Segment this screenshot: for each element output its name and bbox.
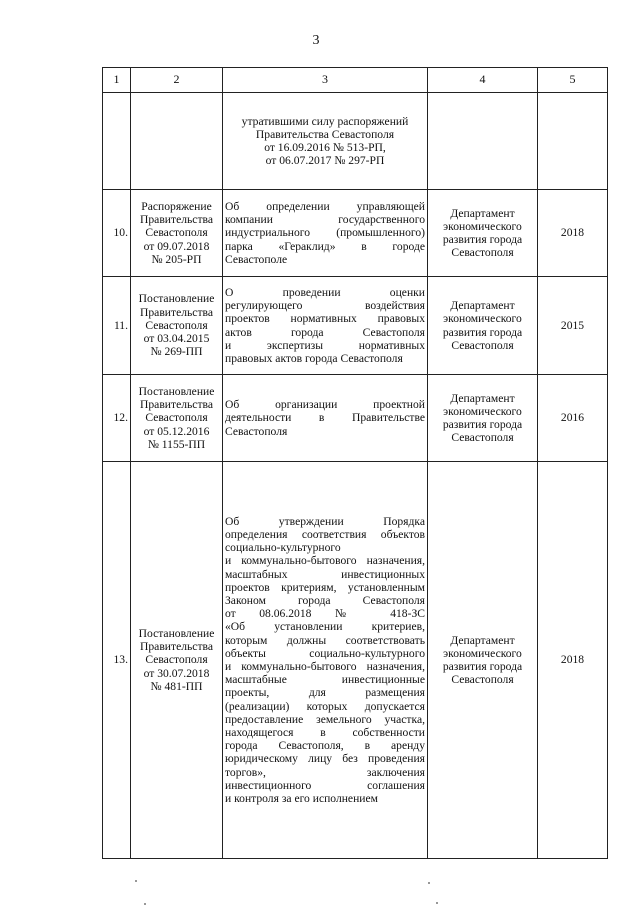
subject-line: торгов», заключения (225, 765, 425, 779)
year: 2018 (538, 462, 608, 859)
document-reference (131, 462, 223, 859)
document-reference-line: Постановление (138, 626, 215, 640)
department-line: экономического (443, 312, 522, 326)
document-reference-line: Правительства (140, 640, 213, 654)
subject-line: индустриального (промышленного) (225, 226, 425, 240)
row-number: 12. (103, 375, 131, 462)
responsible-department (428, 277, 538, 375)
year: 2015 (538, 277, 608, 375)
subject-line: города Севастополя, в аренду (225, 739, 425, 753)
table-row (103, 462, 608, 859)
subject-line: и коммунально-бытового назначения, (225, 554, 425, 568)
department-line: Департамент (450, 299, 515, 313)
subject-line: утратившими силу распоряжений (241, 114, 409, 128)
column-header: 5 (538, 68, 608, 93)
scan-speck (135, 880, 137, 882)
document-reference-line: Правительства (140, 305, 213, 319)
subject-line: Правительства Севастополя (255, 127, 395, 141)
responsible-department (428, 190, 538, 277)
scan-speck (428, 882, 430, 884)
document-reference-line: от 03.04.2015 (143, 332, 210, 346)
department-line: Департамент (450, 391, 515, 405)
subject-line: объекты социально-культурного (225, 646, 425, 660)
table-row (103, 190, 608, 277)
subject-line: и коммунально-бытового назначения, (225, 660, 425, 673)
document-reference-line: Правительства (140, 213, 213, 227)
subject-line: проектов нормативных правовых (225, 312, 425, 326)
document-reference-line: от 30.07.2018 (143, 666, 210, 680)
column-header: 4 (428, 68, 538, 93)
responsible-department (428, 375, 538, 462)
subject-line: инвестиционного соглашения (225, 778, 425, 792)
row-number: 10. (103, 190, 131, 277)
subject-line: предоставление земельного участка, (225, 712, 425, 726)
subject-line: масштабных инвестиционных (225, 567, 425, 581)
document-subject (223, 277, 428, 375)
subject-line: (реализации) которых допускается (225, 699, 425, 713)
row-number (103, 93, 131, 190)
document-reference-line: Правительства (140, 398, 213, 412)
document-table (102, 67, 608, 859)
subject-line: Севастополе (225, 252, 288, 266)
document-subject (223, 462, 428, 859)
row-number: 13. (103, 462, 131, 859)
document-subject (223, 93, 428, 190)
subject-line: регулирующего воздействия (225, 299, 425, 313)
year (538, 93, 608, 190)
department-line: экономического (443, 646, 522, 660)
scan-speck (436, 902, 438, 904)
department-line: развития города (442, 325, 523, 339)
subject-line: и экспертизы нормативных (225, 338, 425, 352)
subject-line: Об организации проектной (225, 398, 425, 412)
department-line: Севастополя (451, 673, 514, 687)
department-line: развития города (442, 418, 523, 431)
responsible-department (428, 93, 538, 190)
subject-line: компании государственного (225, 213, 425, 227)
column-header: 3 (223, 68, 428, 93)
subject-line: О проведении оценки (225, 285, 425, 299)
document-reference (131, 93, 223, 190)
department-line: Департамент (450, 633, 515, 647)
subject-line: «Об установлении критериев, (225, 620, 425, 634)
subject-line: проекты, для размещения (225, 686, 425, 700)
table-row (103, 277, 608, 375)
department-line: Департамент (450, 206, 515, 220)
year: 2018 (538, 190, 608, 277)
document-reference-line: Распоряжение (141, 199, 212, 213)
document-reference-line: Севастополя (145, 653, 208, 667)
document-reference-line: от 05.12.2016 (143, 424, 210, 438)
document-reference-line: № 1155-ПП (147, 437, 206, 451)
document-reference (131, 375, 223, 462)
department-line: Севастополя (451, 338, 514, 352)
department-line: экономического (443, 404, 522, 418)
department-line: Севастополя (451, 431, 514, 445)
document-reference-line: Постановление (138, 292, 215, 306)
subject-line: правовых актов города Севастополя (225, 351, 403, 365)
subject-line: юридическому лицу без проведения (225, 752, 425, 766)
subject-line: Об определении управляющей (225, 199, 425, 213)
table-row (103, 93, 608, 190)
subject-line: и контроля за его исполнением (225, 792, 378, 806)
document-reference-line: Севастополя (145, 318, 208, 332)
column-header: 1 (103, 68, 131, 93)
subject-line: деятельности в Правительстве (225, 411, 425, 425)
subject-line: находящегося в собственности (225, 726, 425, 740)
document-reference-line: Постановление (138, 384, 215, 398)
subject-line: масштабные инвестиционные (225, 673, 425, 687)
subject-line: от 08.06.2018 № 418-ЗС (225, 607, 425, 621)
year: 2016 (538, 375, 608, 462)
subject-line: Севастополя (225, 424, 288, 438)
department-line: развития города (442, 233, 523, 246)
document-subject (223, 375, 428, 462)
document-reference-line: № 205-РП (151, 252, 202, 266)
subject-line: от 06.07.2017 № 297-РП (265, 154, 385, 168)
subject-line: которым должны соответствовать (225, 633, 425, 647)
page-number: 3 (312, 33, 320, 48)
document-reference (131, 277, 223, 375)
row-number: 11. (103, 277, 131, 375)
responsible-department (428, 462, 538, 859)
subject-line: от 16.09.2016 № 513-РП, (264, 141, 386, 154)
table-row (103, 375, 608, 462)
document-reference-line: № 481-ПП (150, 679, 203, 693)
subject-line: Об утверждении Порядка (225, 514, 425, 528)
column-header: 2 (131, 68, 223, 93)
document-reference-line: Севастополя (145, 226, 208, 240)
subject-line: Законом города Севастополя (225, 593, 425, 607)
header-row (103, 68, 608, 93)
subject-line: актов города Севастополя (225, 325, 425, 339)
subject-line: социально-культурного (225, 541, 341, 555)
subject-line: проектов критериям, установленным (225, 580, 425, 594)
department-line: Севастополя (451, 246, 514, 260)
subject-line: определения соответствия объектов (225, 527, 425, 541)
document-reference (131, 190, 223, 277)
department-line: экономического (443, 219, 522, 233)
department-line: развития города (442, 660, 523, 673)
document-reference-line: Севастополя (145, 411, 208, 425)
document-subject (223, 190, 428, 277)
document-reference-line: № 269-ПП (150, 345, 203, 359)
document-reference-line: от 09.07.2018 (143, 239, 210, 253)
subject-line: парка «Гераклид» в городе (225, 239, 425, 253)
